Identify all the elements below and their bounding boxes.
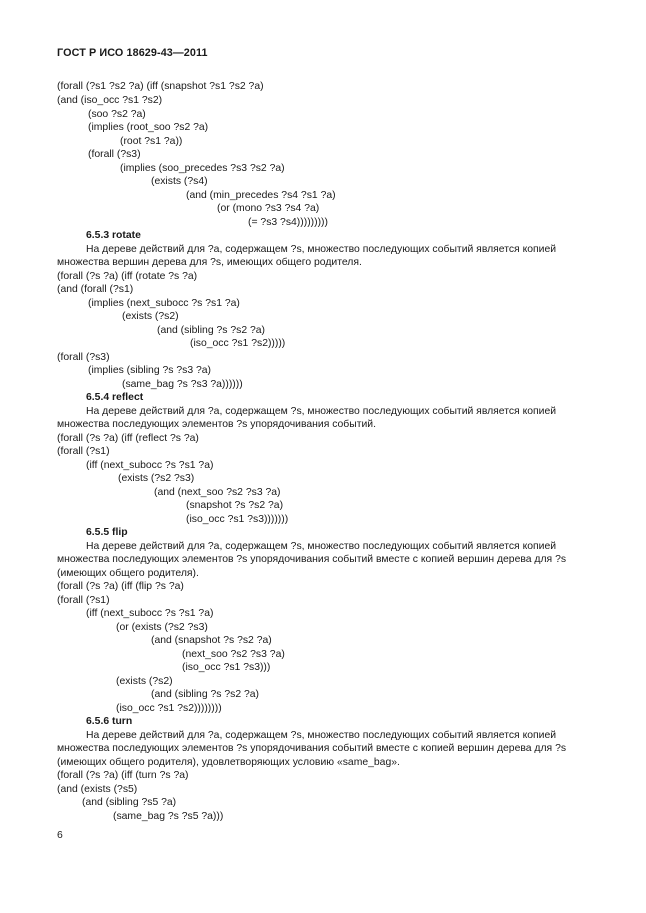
text-line: (exists (?s2 ?s3) — [118, 473, 195, 484]
text-line: (forall (?s3) — [57, 352, 110, 363]
text-line: На дереве действий для ?a, содержащем ?s, множество последующих событий является копией — [86, 406, 557, 417]
text-line: (forall (?s1 ?s2 ?a) (iff (snapshot ?s1 ?s2 ?a) — [57, 81, 264, 92]
section-heading: 6.5.5 flip — [86, 527, 128, 538]
section-heading: 6.5.3 rotate — [86, 230, 141, 241]
text-line: (and (min_precedes ?s4 ?s1 ?a) — [186, 190, 336, 201]
text-line: множества последующих элементов ?s упорядочивания событий вместе с копией вершин дерева для ?s — [57, 743, 567, 754]
text-line: (exists (?s4) — [151, 176, 208, 187]
text-line: (same_bag ?s ?s3 ?a)))))) — [122, 379, 243, 390]
text-line: (same_bag ?s ?s5 ?a))) — [113, 811, 224, 822]
text-line: На дереве действий для ?a, содержащем ?s, множество последующих событий является копией — [86, 244, 557, 255]
page-number: 6 — [57, 830, 63, 841]
page-header-title: ГОСТ Р ИСО 18629-43—2011 — [57, 47, 208, 59]
text-line: (имеющих общего родителя). — [57, 568, 199, 579]
text-line: (exists (?s2) — [116, 676, 173, 687]
section-heading: 6.5.6 turn — [86, 716, 133, 727]
text-line: (implies (next_subocc ?s ?s1 ?a) — [88, 298, 240, 309]
text-line: (root ?s1 ?a)) — [120, 136, 183, 147]
text-line: (or (exists (?s2 ?s3) — [116, 622, 208, 633]
text-line: (имеющих общего родителя), удовлетворяющих условию «same_bag». — [57, 757, 400, 768]
text-line: (implies (sibling ?s ?s3 ?a) — [88, 365, 212, 376]
text-line: (forall (?s ?a) (iff (turn ?s ?a) — [57, 770, 189, 781]
text-line: множества последующих элементов ?s упорядочивания событий. — [57, 419, 376, 430]
text-line: (iso_occ ?s1 ?s3))) — [182, 662, 271, 673]
text-line: (implies (soo_precedes ?s3 ?s2 ?a) — [120, 163, 285, 174]
text-line: (and (next_soo ?s2 ?s3 ?a) — [154, 487, 281, 498]
text-line: (and (iso_occ ?s1 ?s2) — [57, 95, 163, 106]
section-heading: 6.5.4 reflect — [86, 392, 144, 403]
text-line: множества последующих элементов ?s упорядочивания событий вместе с копией вершин дерева для ?s — [57, 554, 567, 565]
text-line: (and (forall (?s1) — [57, 284, 134, 295]
text-line: (forall (?s ?a) (iff (flip ?s ?a) — [57, 581, 184, 592]
text-line: (iff (next_subocc ?s ?s1 ?a) — [86, 608, 214, 619]
text-line: (forall (?s1) — [57, 595, 110, 606]
text-line: (and (sibling ?s ?s2 ?a) — [151, 689, 260, 700]
text-line: (next_soo ?s2 ?s3 ?a) — [182, 649, 285, 660]
text-line: (iso_occ ?s1 ?s2))))) — [190, 338, 286, 349]
text-line: (and (snapshot ?s ?s2 ?a) — [151, 635, 272, 646]
text-line: (snapshot ?s ?s2 ?a) — [186, 500, 284, 511]
text-line: На дереве действий для ?a, содержащем ?s, множество последующих событий является копией — [86, 541, 557, 552]
text-line: (= ?s3 ?s4))))))))) — [248, 217, 328, 228]
text-line: (forall (?s3) — [88, 149, 141, 160]
text-line: (iso_occ ?s1 ?s3))))))) — [186, 514, 289, 525]
text-line: (and (sibling ?s ?s2 ?a) — [157, 325, 266, 336]
text-line: (and (sibling ?s5 ?a) — [82, 797, 177, 808]
text-line: множества вершин дерева для ?s, имеющих общего родителя. — [57, 257, 362, 268]
text-line: (and (exists (?s5) — [57, 784, 138, 795]
text-line: (iff (next_subocc ?s ?s1 ?a) — [86, 460, 214, 471]
text-line: (forall (?s ?a) (iff (rotate ?s ?a) — [57, 271, 198, 282]
text-line: (forall (?s1) — [57, 446, 110, 457]
text-line: (iso_occ ?s1 ?s2)))))))) — [116, 703, 222, 714]
text-line: На дереве действий для ?a, содержащем ?s, множество последующих событий является копией — [86, 730, 557, 741]
text-line: (or (mono ?s3 ?s4 ?a) — [217, 203, 320, 214]
text-line: (implies (root_soo ?s2 ?a) — [88, 122, 209, 133]
text-line: (exists (?s2) — [122, 311, 179, 322]
text-line: (soo ?s2 ?a) — [88, 109, 146, 120]
text-line: (forall (?s ?a) (iff (reflect ?s ?a) — [57, 433, 199, 444]
